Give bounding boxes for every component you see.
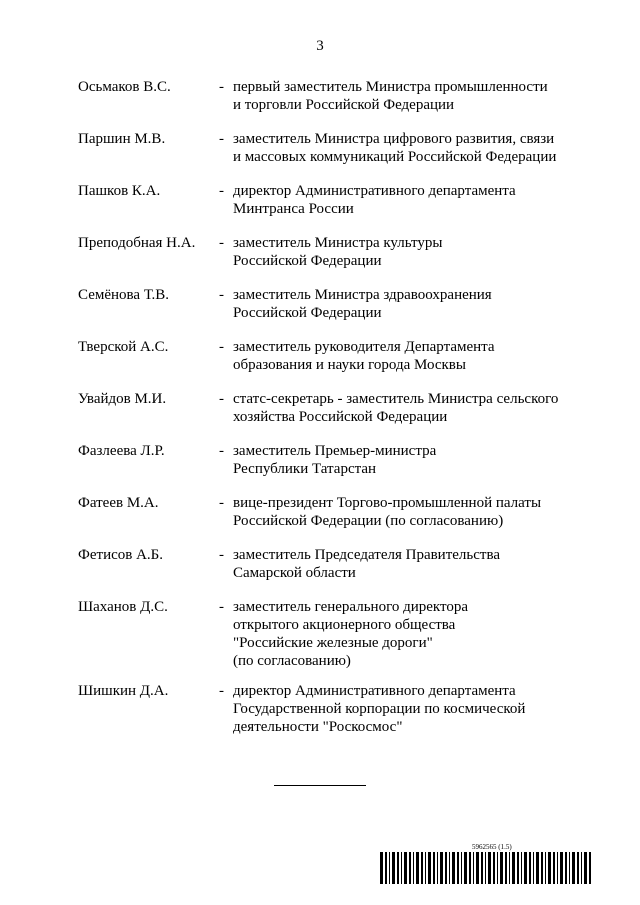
member-name: Паршин М.В. — [78, 131, 166, 147]
member-position-line: (по согласованию) — [233, 653, 351, 669]
member-position-line: Республики Татарстан — [233, 461, 377, 477]
member-position-line: заместитель Председателя Правительства — [233, 547, 501, 563]
member-dash: - — [219, 183, 224, 199]
member-position-line: заместитель руководителя Департамента — [233, 339, 495, 355]
member-position — [233, 442, 593, 478]
member-name: Преподобная Н.А. — [78, 235, 196, 251]
member-position-line: Самарской области — [233, 565, 356, 581]
member-position — [233, 182, 593, 218]
member-position — [233, 286, 593, 322]
member-position-line: статс-секретарь - заместитель Министра сельского — [233, 391, 559, 407]
member-dash: - — [219, 547, 224, 563]
member-position-line: первый заместитель Министра промышленности — [233, 79, 548, 95]
member-position — [233, 494, 593, 530]
member-name: Фазлеева Л.Р. — [78, 443, 165, 459]
member-position-line: хозяйства Российской Федерации — [233, 409, 448, 425]
member-name: Семёнова Т.В. — [78, 287, 169, 303]
member-name: Фетисов А.Б. — [78, 547, 164, 563]
member-position-line: заместитель Министра культуры — [233, 235, 443, 251]
member-dash: - — [219, 391, 224, 407]
member-position-line: Государственной корпорации по космической — [233, 701, 526, 717]
member-position-line: директор Административного департамента — [233, 683, 516, 699]
member-dash: - — [219, 339, 224, 355]
member-position-line: и массовых коммуникаций Российской Федерации — [233, 149, 557, 165]
member-dash: - — [219, 599, 224, 615]
member-name: Тверской А.С. — [78, 339, 169, 355]
member-dash: - — [219, 131, 224, 147]
member-position-line: Российской Федерации — [233, 305, 382, 321]
member-dash: - — [219, 79, 224, 95]
member-name: Осьмаков В.С. — [78, 79, 171, 95]
member-name: Увайдов М.И. — [78, 391, 167, 407]
member-position-line: Российской Федерации — [233, 253, 382, 269]
member-dash: - — [219, 683, 224, 699]
member-position-line: директор Административного департамента — [233, 183, 516, 199]
member-position — [233, 78, 593, 114]
member-name: Фатеев М.А. — [78, 495, 159, 511]
member-position-line: "Российские железные дороги" — [233, 635, 433, 651]
member-position — [233, 546, 593, 582]
member-name: Шишкин Д.А. — [78, 683, 169, 699]
member-position — [233, 598, 593, 670]
member-position-line: вице-президент Торгово-промышленной палаты — [233, 495, 542, 511]
member-dash: - — [219, 235, 224, 251]
member-position-line: и торговли Российской Федерации — [233, 97, 455, 113]
member-position-line: заместитель генерального директора — [233, 599, 469, 615]
member-position-line: заместитель Премьер-министра — [233, 443, 437, 459]
member-position-line: открытого акционерного общества — [233, 617, 456, 633]
member-position — [233, 234, 593, 270]
member-name: Пашков К.А. — [78, 183, 161, 199]
member-position-line: деятельности "Роскосмос" — [233, 719, 403, 735]
member-dash: - — [219, 287, 224, 303]
member-position-line: образования и науки города Москвы — [233, 357, 466, 373]
barcode-icon — [380, 852, 592, 884]
separator-line — [274, 785, 366, 786]
member-position — [233, 338, 593, 374]
member-position — [233, 390, 593, 426]
member-position — [233, 130, 593, 166]
member-position-line: Минтранса России — [233, 201, 354, 217]
member-position-line: заместитель Министра цифрового развития, связи — [233, 131, 555, 147]
barcode-block — [380, 843, 592, 885]
member-name: Шаханов Д.С. — [78, 599, 168, 615]
member-position-line: Российской Федерации (по согласованию) — [233, 513, 504, 529]
member-position — [233, 682, 593, 736]
barcode-caption: 5962565 (1.5) — [472, 843, 512, 851]
member-dash: - — [219, 443, 224, 459]
member-position-line: заместитель Министра здравоохранения — [233, 287, 492, 303]
member-dash: - — [219, 495, 224, 511]
page-number: 3 — [316, 38, 324, 54]
